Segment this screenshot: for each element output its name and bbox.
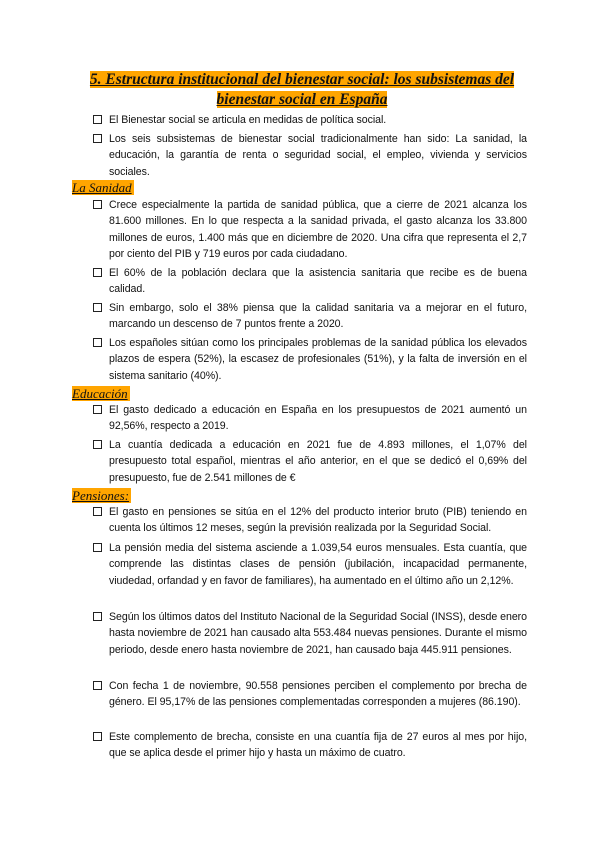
list-item-text: El 60% de la población declara que la asistencia sanitaria que recibe es de buena calidad.	[109, 267, 527, 296]
checkbox-bullet-icon	[93, 405, 102, 414]
checkbox-bullet-icon	[93, 200, 102, 209]
list-item	[93, 300, 527, 333]
list-item-text: Este complemento de brecha, consiste en una cuantía fija de 27 euros al mes por hijo, que se aplica desde el primer hijo y hasta un máximo de cuatro.	[109, 731, 527, 760]
checkbox-bullet-icon	[93, 338, 102, 347]
page-title	[74, 70, 530, 110]
checkbox-bullet-icon	[93, 115, 102, 124]
list-item	[93, 609, 527, 658]
list-item-text: La pensión media del sistema asciende a 1.039,54 euros mensuales. Esta cuantía, que comprende las distintas clases de pensión (jubilación, incapacidad permanente, viudedad, orfandad y en favor de familiares), ha aumentado en el último año un 2,12%.	[109, 542, 527, 587]
list-item	[93, 197, 527, 263]
checkbox-bullet-icon	[93, 303, 102, 312]
checkbox-bullet-icon	[93, 440, 102, 449]
list-item-text: Los españoles sitúan como los principales problemas de la sanidad pública los elevados plazos de espera (52%), la escasez de profesionales (51%), y la falta de inversión en el sistema sanitario (40%).	[109, 337, 527, 382]
checkbox-bullet-icon	[93, 134, 102, 143]
list-item	[93, 678, 527, 711]
list-item-text: Los seis subsistemas de bienestar social tradicionalmente han sido: La sanidad, la educación, la garantía de renta o seguridad social, el empleo, vivienda y servicios sociales.	[109, 133, 527, 178]
list-item-text: Según los últimos datos del Instituto Nacional de la Seguridad Social (INSS), desde enero hasta noviembre de 2021 han causado alta 553.484 nuevas pensiones. Durante el mismo periodo, desde enero hasta noviembre de 2021, han causado baja 445.911 pensiones.	[109, 611, 527, 656]
checkbox-bullet-icon	[93, 507, 102, 516]
section-heading-educacion: Educación	[72, 386, 128, 401]
list-item	[93, 729, 527, 762]
checkbox-bullet-icon	[93, 612, 102, 621]
checkbox-bullet-icon	[93, 543, 102, 552]
page-title-text: 5. Estructura institucional del bienestar social: los subsistemas del bienestar social en España	[89, 71, 515, 108]
checkbox-bullet-icon	[93, 732, 102, 741]
list-item	[93, 335, 527, 384]
list-item-text: Crece especialmente la partida de sanidad pública, que a cierre de 2021 alcanza los 81.600 millones. En lo que respecta a la sanidad privada, el gasto alcanza los 33.800 millones de euros, 1.400 más que en diciembre de 2020. Una cifra que representa el 2,7 por ciento del PIB y 719 euros por cada ciudadano.	[109, 199, 527, 261]
list-item	[93, 131, 527, 180]
section-heading-pensiones: Pensiones:	[72, 488, 130, 503]
checkbox-bullet-icon	[93, 268, 102, 277]
list-item	[93, 504, 527, 537]
checkbox-bullet-icon	[93, 681, 102, 690]
list-item-text: Con fecha 1 de noviembre, 90.558 pensiones perciben el complemento por brecha de género. El 95,17% de las pensiones complementadas corresponden a mujeres (86.190).	[109, 680, 527, 709]
list-item-text: Sin embargo, solo el 38% piensa que la calidad sanitaria va a mejorar en el futuro, marcando un descenso de 7 puntos frente a 2020.	[109, 302, 527, 331]
list-item	[93, 112, 527, 128]
list-item	[93, 437, 527, 486]
list-item	[93, 402, 527, 435]
list-item-text: El Bienestar social se articula en medidas de política social.	[109, 114, 387, 126]
list-item	[93, 540, 527, 589]
list-item-text: La cuantía dedicada a educación en 2021 fue de 4.893 millones, el 1,07% del presupuesto total español, mientras el año anterior, en el que se dedicó el 0,69% del presupuesto, fue de 2.541 millones de €	[109, 439, 527, 484]
section-heading-sanidad: La Sanidad	[72, 180, 132, 195]
list-item	[93, 265, 527, 298]
list-item-text: El gasto en pensiones se sitúa en el 12% del producto interior bruto (PIB) teniendo en cuenta los últimos 12 meses, según la previsión realizada por la Seguridad Social.	[109, 506, 527, 535]
list-item-text: El gasto dedicado a educación en España en los presupuestos de 2021 aumentó un 92,56%, respecto a 2019.	[109, 404, 527, 433]
